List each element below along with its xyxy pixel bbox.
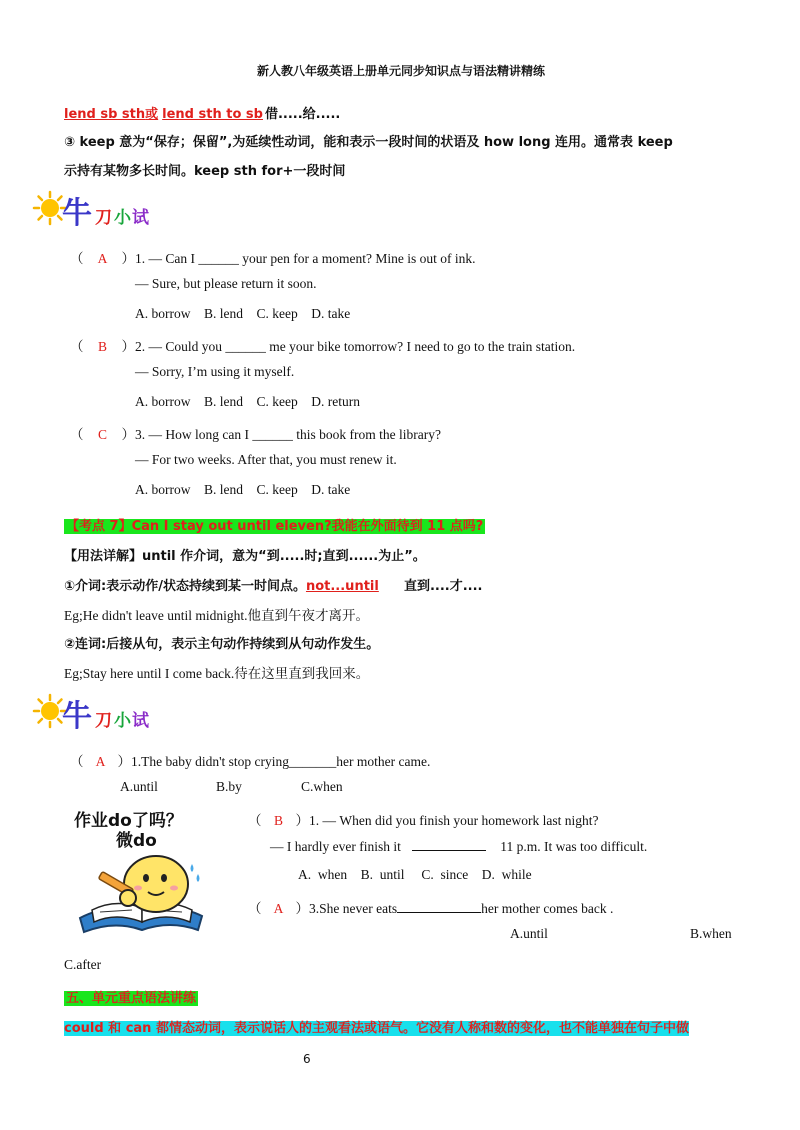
banner-char-dao: 刀 [95,208,112,228]
section5-title [64,987,198,1006]
homework-cartoon [70,806,220,938]
quiz1-reply-2: — Sorry, I’m using it myself. [135,364,295,379]
quiz2-question-3-a: 3.She never eats [309,901,398,916]
quiz1-answer-2: B [97,339,107,354]
quiz2-question-1 [70,750,430,770]
quiz2-question-text-2: 1. — When did you finish your homework last night? [309,813,599,828]
page-header-title: 新人教八年级英语上册单元同步知识点与语法精讲精练 [257,64,546,78]
lend-phrase-1: lend sb sth [64,107,146,122]
quiz2-q1-option-b: B.by [216,779,242,794]
point7-title [64,515,485,534]
quiz1-question-text-1: 1. — Can I ______ your pen for a moment? Mine is out of ink. [135,251,476,266]
point7-prep-a: ①介词:表示动作/状态持续到某一时间点。 [64,579,306,594]
quiz2-reply-2-a: — I hardly ever finish it [270,839,401,854]
lend-phrase-line [64,103,340,122]
quiz2-answer-1: A [95,754,106,769]
page-number: 6 [303,1052,311,1066]
quiz2-question-3-b: her mother comes back . [481,901,614,916]
quiz2-q1-option-a: A.until [120,779,158,794]
banner-char-shi: 试 [132,208,149,228]
quiz2-options-2: A. when B. until C. since D. while [298,867,532,882]
quiz1-options-1: A. borrow B. lend C. keep D. take [135,306,351,321]
point7-example-2: Eg;Stay here until I come back.待在这里直到我回来。 [64,666,370,681]
quiz2-reply-2 [270,838,647,855]
banner-char-niu: 牛 [62,196,92,231]
section5-title-text: 五、单元重点语法讲练 [66,991,197,1006]
quiz1-question-2: （ B ）2. — Could you ______ me your bike tomorrow? I need to go to the train station. [70,339,576,354]
quiz2-q3-option-c: C.after [64,957,102,972]
point7-prep-b: not...until [305,579,379,594]
banner-char-xiao: 小 [114,208,131,228]
point7-prep-line [64,575,482,594]
lend-or: 或 [145,107,159,122]
section5-intro-text: could 和 can 都情态动词，表示说话人的主观看法或语气。它没有人称和数的变化，也不能单独在句子中做 [64,1021,689,1036]
lend-phrase-2: lend sth to sb [162,107,263,122]
studying-character-icon [70,806,220,938]
lend-meaning: 借.....给..... [264,107,341,122]
quiz2-question-2: （ B ）1. — When did you finish your homework last night? [248,813,599,828]
point7-prep-c: 直到....才.... [403,579,483,594]
point7-example-1: Eg;He didn't leave until midnight.他直到午夜才离开。 [64,608,370,623]
banner-char-niu: 牛 [62,699,92,734]
quiz2-q1-option-c: C.when [301,779,343,794]
quiz1-options-2: A. borrow B. lend C. keep D. return [135,394,360,409]
point7-usage: 【用法详解】until 作介词，意为“到.....时;直到......为止”。 [64,549,426,564]
quiz2-question-3: （ A ）3.She never eats her mother comes back . [248,901,614,916]
banner-char-xiao: 小 [114,711,131,731]
quiz2-paren-left: （ [70,754,84,769]
point7-title-text: 【考点 7】Can I stay out until eleven?我能在外面待到 11 点吗? [66,519,484,534]
quiz1-answer-3: C [97,427,107,442]
quiz1-question-3: （ C ）3. — How long can I ______ this book from the library? [70,427,441,442]
quiz1-reply-1: — Sure, but please return it soon. [135,276,317,291]
quiz2-answer-3: A [273,901,284,916]
quiz2-reply-2-b: 11 p.m. It was too difficult. [500,839,648,854]
quiz1-options-3: A. borrow B. lend C. keep D. take [135,482,351,497]
quiz2-question-text-1: ）1.The baby didn't stop crying_______her mother came. [117,754,431,769]
section5-intro [64,1017,689,1036]
answer-blank [397,900,481,913]
quiz1-question-text-2: 2. — Could you ______ me your bike tomorrow? I need to go to the train station. [135,339,576,354]
cartoon-caption-2: 微do [116,831,157,851]
practice-banner-2 [32,693,172,737]
banner-char-shi: 试 [132,711,149,731]
answer-blank [412,838,486,851]
cartoon-caption-1: 作业do了吗？ [74,811,183,831]
keep-explanation-line1: ③ keep 意为“保存；保留”,为延续性动词，能和表示一段时间的状语及 how long 连用。通常表 keep [64,135,673,150]
quiz2-answer-2: B [273,813,283,828]
quiz2-q3-option-a: A.until [510,926,548,941]
quiz1-question-1: （ A ）1. — Can I ______ your pen for a moment? Mine is out of ink. [70,251,476,266]
keep-explanation-line2: 示持有某物多长时间。keep sth for+一段时间 [64,164,346,179]
banner-char-dao: 刀 [95,711,112,731]
quiz1-answer-1: A [97,251,108,266]
quiz2-q3-option-b: B.when [690,926,732,941]
point7-conj: ②连词:后接从句，表示主句动作持续到从句动作发生。 [64,637,380,652]
quiz1-question-text-3: 3. — How long can I ______ this book from the library? [135,427,441,442]
practice-banner-1 [32,190,172,234]
quiz1-reply-3: — For two weeks. After that, you must renew it. [135,452,397,467]
